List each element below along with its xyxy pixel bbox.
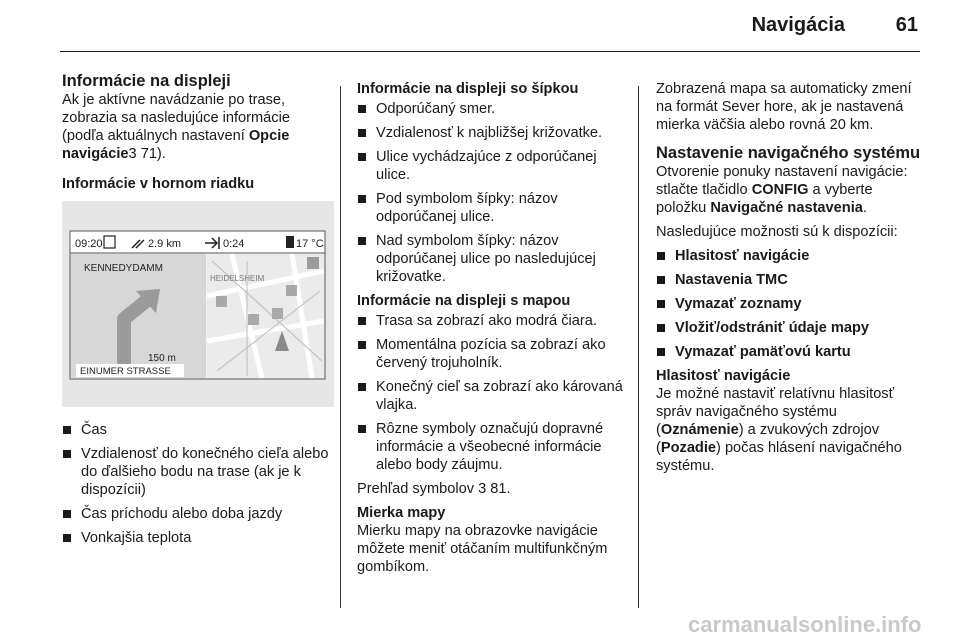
column-divider <box>340 86 341 608</box>
config-button-label: CONFIG <box>751 182 809 198</box>
list-item: Odporúčaný smer. <box>357 100 627 118</box>
column-divider <box>638 86 639 608</box>
list-item: Vonkajšia teplota <box>62 529 334 547</box>
north-up-paragraph: Zobrazená mapa sa automaticky zmení na formát Sever hore, ak je nastavená mierka väčšia alebo rovná 20 km. <box>656 81 912 133</box>
parking-icon <box>248 314 259 325</box>
screen-time: 09:20 <box>75 238 103 250</box>
watermark: carmanualsonline.info <box>688 612 922 637</box>
list-item: Hlasitosť navigácie <box>656 247 926 265</box>
list-item: Čas príchodu alebo doba jazdy <box>62 505 334 523</box>
compass-icon <box>307 257 319 269</box>
screen-temp: 17 °C <box>296 238 324 250</box>
parking-icon <box>286 285 297 296</box>
page-header <box>0 0 960 50</box>
nav-display-figure <box>62 201 334 407</box>
list-item: Nastavenia TMC <box>656 271 926 289</box>
screen-arrival: 0:24 <box>223 238 245 250</box>
list-item: Nad symbolom šípky: názov odporúčanej ulice po nasledujúcej križovatke. <box>357 232 627 286</box>
intro-paragraph: Ak je aktívne navádzanie po trase, zobrazia sa nasledujúce informácie (podľa aktuálnych nastavení Opcie navigácie3 71). <box>62 92 290 162</box>
screen-street-bottom: EINUMER STRASSE <box>80 366 171 377</box>
list-item: Pod symbolom šípky: názov odporúčanej ulice. <box>357 190 627 226</box>
list-item: Vymazať zoznamy <box>656 295 926 313</box>
list-item: Vymazať pamäťovú kartu <box>656 343 926 361</box>
section-title: Navigácia <box>751 14 845 36</box>
screen-street-top: KENNEDYDAMM <box>84 263 163 274</box>
list-item: Momentálna pozícia sa zobrazí ako červený trojuholník. <box>357 336 627 372</box>
top-row-legend <box>62 421 334 547</box>
heading-nav-settings: Nastavenie navigačného systému <box>656 144 921 162</box>
list-item: Čas <box>62 421 334 439</box>
list-item: Ulice vychádzajúce z odporúčanej ulice. <box>357 148 627 184</box>
parking-icon <box>216 296 227 307</box>
open-menu-paragraph: Otvorenie ponuky nastavení navigácie: stlačte tlačidlo CONFIG a vyberte položku Navigačné nastavenia. <box>656 164 908 216</box>
list-item: Vzdialenosť do konečného cieľa alebo do ďalšieho bodu na trase (ak je k dispozícii) <box>62 445 334 499</box>
parking-icon <box>272 308 283 319</box>
heading-display-info: Informácie na displeji <box>62 72 231 90</box>
list-item: Vzdialenosť k najbližšej križovatke. <box>357 124 627 142</box>
screen-distance: 2.9 km <box>148 238 182 250</box>
map-district-label: HEIDELSHEIM <box>210 274 265 283</box>
subheading-nav-volume: Hlasitosť navigácie <box>656 368 791 384</box>
list-item: Vložiť/odstrániť údaje mapy <box>656 319 926 337</box>
subheading-map-scale: Mierka mapy <box>357 505 446 521</box>
list-item: Rôzne symboly označujú dopravné informácie a všeobecné informácie alebo body záujmu. <box>357 420 627 474</box>
nav-volume-paragraph: Je možné nastaviť relatívnu hlasitosť správ navigačného systému (Oznámenie) a zvukových zdrojov (Pozadie) počas hlásení navigačného systému. <box>656 386 902 474</box>
list-item: Trasa sa zobrazí ako modrá čiara. <box>357 312 627 330</box>
subheading-map-display: Informácie na displeji s mapou <box>357 293 571 309</box>
map-display-list <box>357 312 627 474</box>
page-ref: 3 81. <box>478 481 511 497</box>
page-ref: 3 71). <box>128 146 166 162</box>
column-3 <box>656 80 926 475</box>
screen-turn-distance: 150 m <box>148 353 176 364</box>
header-rule <box>60 51 920 52</box>
page-number: 61 <box>895 14 918 36</box>
column-1 <box>62 72 334 547</box>
subheading-arrow-display: Informácie na displeji so šípkou <box>357 81 579 97</box>
thermometer-icon <box>286 236 294 248</box>
arrow-display-list <box>357 100 627 286</box>
nav-settings-label: Navigačné nastavenia <box>710 200 863 216</box>
settings-options-list <box>656 247 926 361</box>
subheading-top-row: Informácie v hornom riadku <box>62 176 255 192</box>
list-item: Konečný cieľ sa zobrazí ako károvaná vlajka. <box>357 378 627 414</box>
symbol-overview-text: Prehľad symbolov 3 81. <box>357 481 511 497</box>
options-intro: Nasledujúce možnosti sú k dispozícii: <box>656 224 898 240</box>
map-scale-text: Mierku mapy na obrazovke navigácie môžete meniť otáčaním multifunkčným gombíkom. <box>357 523 608 575</box>
nav-display-illustration <box>62 201 334 407</box>
options-link-text: Opcie navigácie <box>62 128 290 162</box>
column-2 <box>357 80 627 576</box>
